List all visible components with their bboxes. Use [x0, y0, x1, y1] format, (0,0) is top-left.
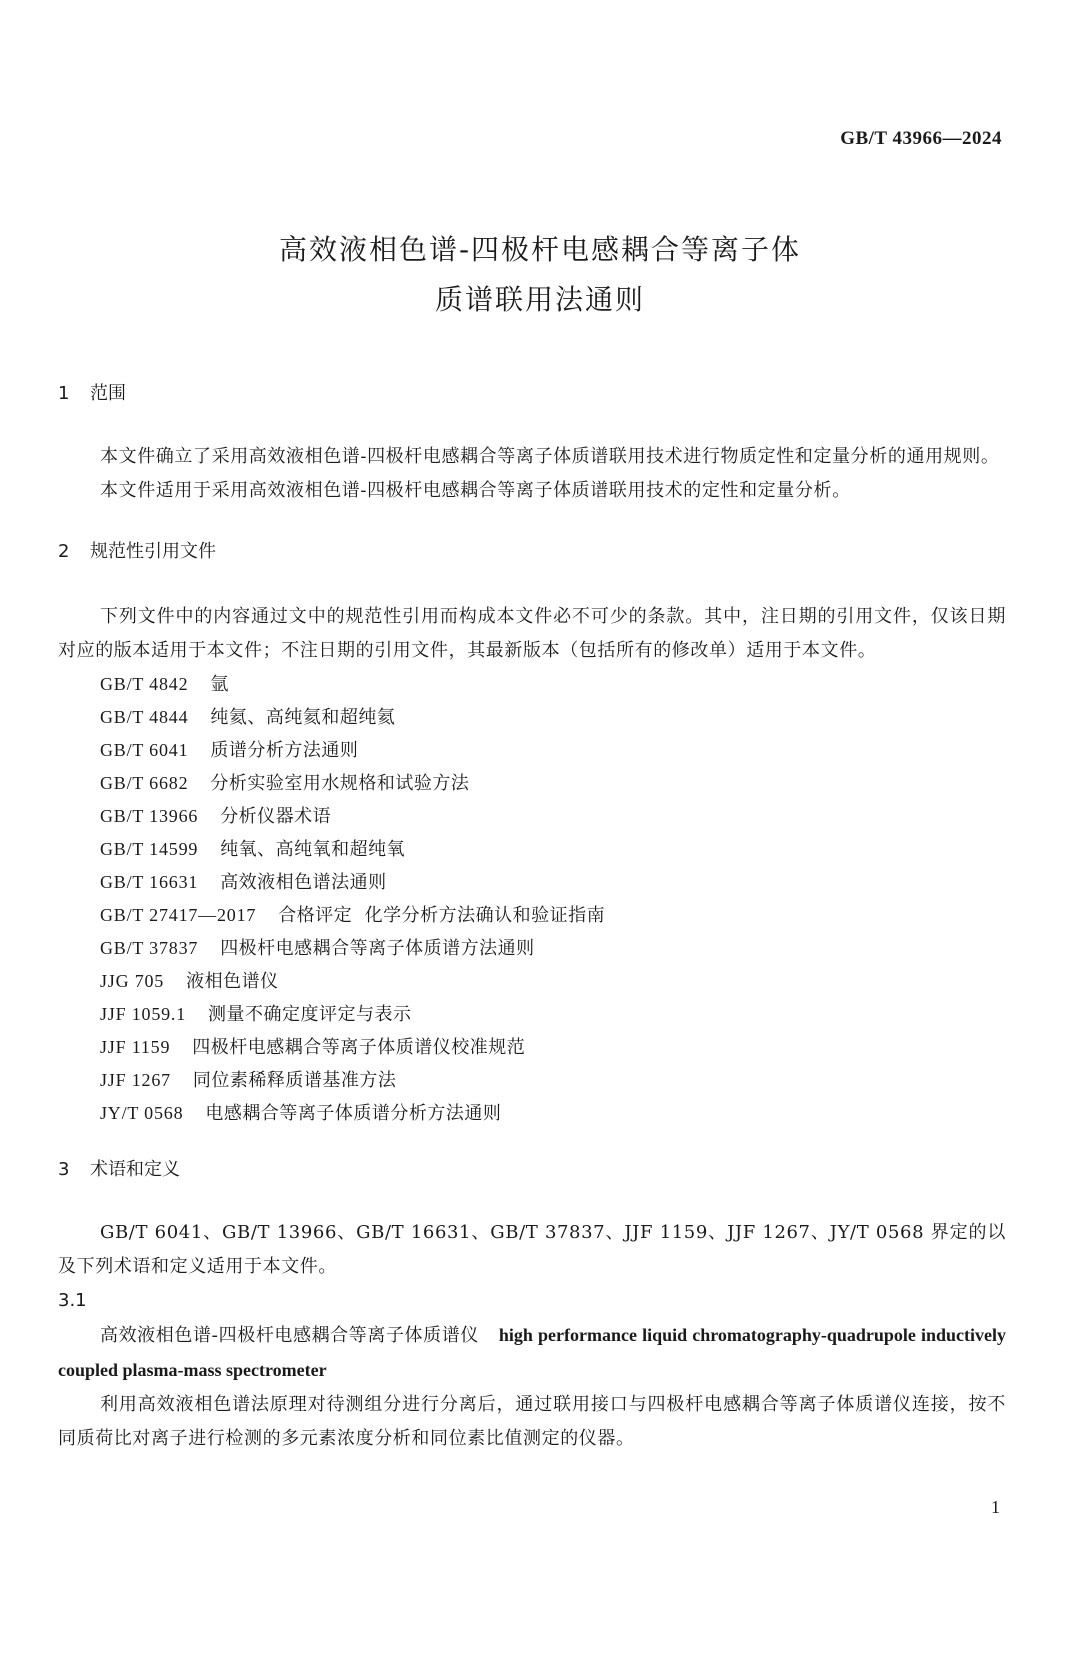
- reference-name: 分析仪器术语: [220, 806, 332, 827]
- reference-name: 四极杆电感耦合等离子体质谱方法通则: [220, 938, 535, 959]
- section-3-heading: [58, 1156, 1006, 1184]
- reference-item: [58, 932, 1006, 965]
- reference-name: 高效液相色谱法通则: [220, 872, 387, 893]
- reference-code: JJF 1159: [100, 1037, 171, 1057]
- reference-item: [58, 1097, 1006, 1130]
- document-body: [58, 380, 1006, 1456]
- term-chinese: 高效液相色谱-四极杆电感耦合等离子体质谱仪: [100, 1325, 479, 1346]
- reference-item: [58, 1031, 1006, 1064]
- term-entry: [58, 1318, 1006, 1388]
- reference-item: [58, 833, 1006, 866]
- reference-item: [58, 998, 1006, 1031]
- reference-item: [58, 866, 1006, 899]
- reference-item: [58, 701, 1006, 734]
- reference-name: 电感耦合等离子体质谱分析方法通则: [205, 1103, 502, 1124]
- title-line-1: 高效液相色谱-四极杆电感耦合等离子体: [278, 233, 802, 266]
- section-title: 规范性引用文件: [90, 541, 216, 562]
- reference-item: [58, 767, 1006, 800]
- reference-item: [58, 668, 1006, 701]
- section-number: 1: [58, 383, 70, 404]
- section-title: 术语和定义: [90, 1159, 180, 1180]
- reference-name: 液相色谱仪: [186, 971, 279, 992]
- reference-code: GB/T 37837: [100, 938, 199, 958]
- document-title: [0, 225, 1080, 325]
- reference-code: GB/T 27417—2017: [100, 905, 257, 925]
- reference-name: 合格评定 化学分析方法确认和验证指南: [278, 905, 606, 926]
- reference-name: 纯氧、高纯氧和超纯氧: [220, 839, 406, 860]
- reference-code: JJF 1059.1: [100, 1004, 187, 1024]
- reference-code: GB/T 13966: [100, 806, 199, 826]
- title-line-2: 质谱联用法通则: [434, 283, 645, 316]
- scope-paragraph-2: 本文件适用于采用高效液相色谱-四极杆电感耦合等离子体质谱联用技术的定性和定量分析。: [100, 480, 851, 501]
- clause-number: 3.1: [58, 1290, 87, 1311]
- references-intro: 下列文件中的内容通过文中的规范性引用而构成本文件必不可少的条款。其中，注日期的引用文件，仅该日期对应的版本适用于本文件；不注日期的引用文件，其最新版本（包括所有的修改单）适用于本文件。: [58, 606, 1006, 661]
- term-english: high performance liquid chromatography-quadrupole inductively coupled plasma-mass spectrometer: [58, 1325, 1006, 1380]
- reference-name: 纯氦、高纯氦和超纯氦: [210, 707, 396, 728]
- reference-list: [58, 668, 1006, 1130]
- reference-name: 质谱分析方法通则: [210, 740, 359, 761]
- reference-code: GB/T 6041: [100, 740, 189, 760]
- reference-code: GB/T 16631: [100, 872, 199, 892]
- terms-intro: GB/T 6041、GB/T 13966、GB/T 16631、GB/T 37837、JJF 1159、JJF 1267、JY/T 0568 界定的以及下列术语和定义适用于本文件。: [58, 1222, 1006, 1277]
- reference-name: 四极杆电感耦合等离子体质谱仪校准规范: [192, 1037, 526, 1058]
- reference-code: GB/T 14599: [100, 839, 199, 859]
- reference-item: [58, 899, 1006, 932]
- reference-code: GB/T 4844: [100, 707, 189, 727]
- reference-code: JJF 1267: [100, 1070, 171, 1090]
- page-number: 1: [991, 1497, 1000, 1517]
- reference-item: [58, 1064, 1006, 1097]
- section-title: 范围: [90, 383, 126, 404]
- reference-name: 分析实验室用水规格和试验方法: [210, 773, 470, 794]
- reference-code: GB/T 6682: [100, 773, 189, 793]
- reference-name: 氩: [210, 674, 229, 695]
- term-definition: 利用高效液相色谱法原理对待测组分进行分离后，通过联用接口与四极杆电感耦合等离子体质谱仪连接，按不同质荷比对离子进行检测的多元素浓度分析和同位素比值测定的仪器。: [58, 1394, 1006, 1449]
- reference-item: [58, 800, 1006, 833]
- reference-item: [58, 734, 1006, 767]
- reference-code: JJG 705: [100, 971, 165, 991]
- reference-code: GB/T 4842: [100, 674, 189, 694]
- scope-paragraph-1: 本文件确立了采用高效液相色谱-四极杆电感耦合等离子体质谱联用技术进行物质定性和定量分析的通用规则。: [100, 446, 1000, 467]
- reference-item: [58, 965, 1006, 998]
- section-1-heading: [58, 380, 1006, 408]
- section-number: 2: [58, 541, 70, 562]
- section-2-heading: [58, 538, 1006, 566]
- reference-name: 同位素稀释质谱基准方法: [192, 1070, 397, 1091]
- standard-code: GB/T 43966—2024: [840, 128, 1002, 149]
- section-number: 3: [58, 1159, 70, 1180]
- reference-code: JY/T 0568: [100, 1103, 184, 1123]
- reference-name: 测量不确定度评定与表示: [208, 1004, 412, 1025]
